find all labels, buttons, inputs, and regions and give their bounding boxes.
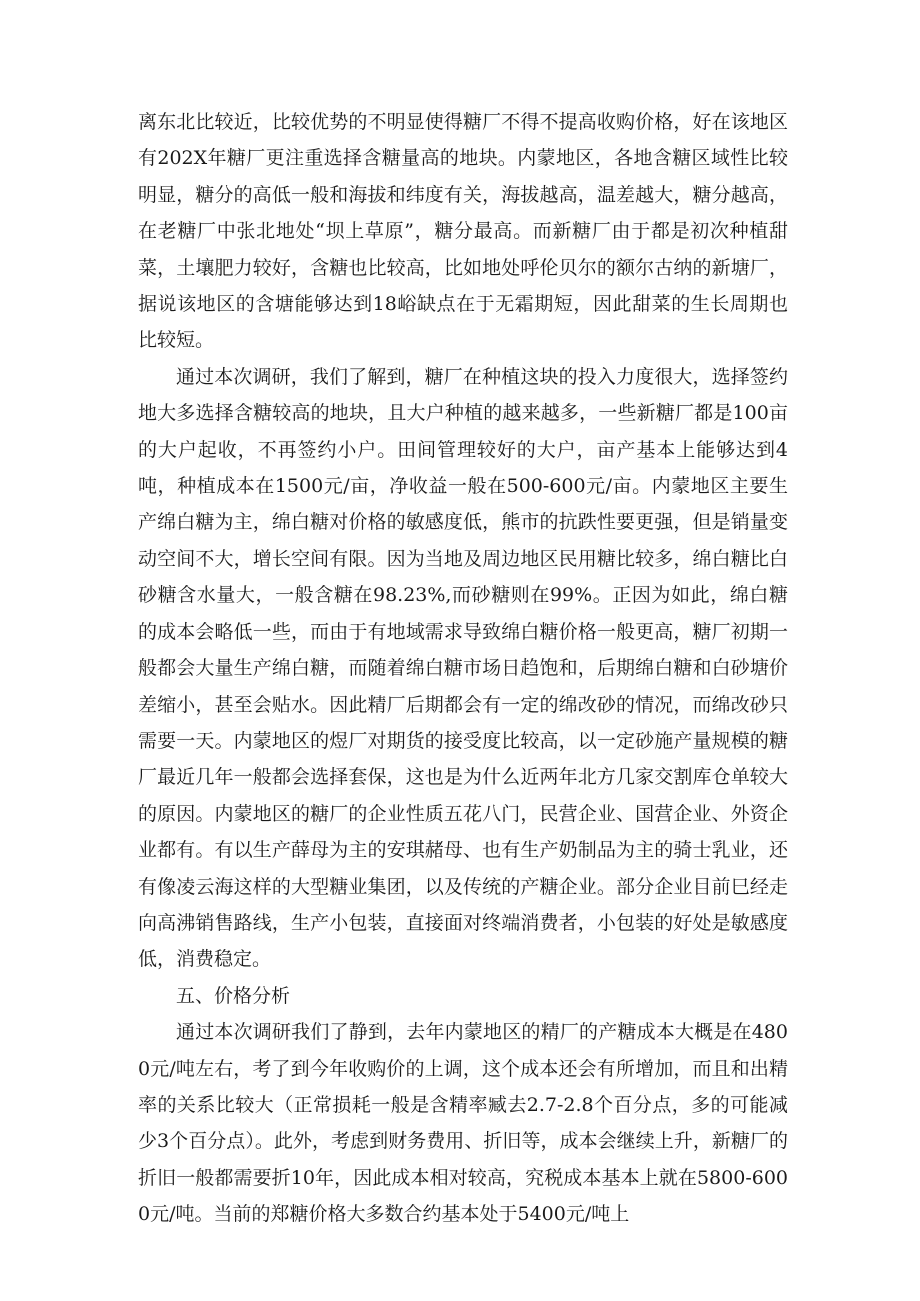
paragraph-price-analysis: 通过本次调研我们了静到，去年内蒙地区的精厂的产糖成本大概是在4800元/吨左右，考了到今年收购价的上调，这个成本还会有所增加，而且和出精率的关系比较大（正常损耗一般是含精率臧去2.7-2.8个百分点，多的可能减少3个百分点）。此外，考虑到财务费用、折旧等，成本会继续上升，新糖厂的折旧一般都需要折10年，因此成本相对较高，究税成本基本上就在5800-6000元/吨。当前的郑糖价格大多数合约基本处于5400元/吨上 [138, 1021, 788, 1226]
paragraph-survey-findings: 通过本次调研，我们了解到，糖厂在种植这块的投入力度很大，选择签约地大多选择含糖较高的地块，且大户种植的越来越多，一些新糖厂都是100亩的大户起收，不再签约小户。田间管理较好的大户，亩产基本上能够达到4吨，种植成本在1500元/亩，净收益一般在500-600元/亩。内蒙地区主要生产绵白糖为主，绵白糖对价格的敏感度低，熊市的抗跌性要更强，但是销量变动空间不大，增长空间有限。因为当地及周边地区民用糖比较多，绵白糖比白砂糖含水量大，一般含糖在98.23%,而砂糖则在99%。正因为如此，绵白糖的成本会略低一些，而由于有地域需求导致绵白糖价格一般更高，糖厂初期一般都会大量生产绵白糖，而随着绵白糖市场日趋饱和，后期绵白糖和白砂塘价差缩小，甚至会贴水。因此精厂后期都会有一定的绵改砂的情况，而绵改砂只需要一天。内蒙地区的煜厂对期货的接受度比较高，以一定砂施产量规模的糖厂最近几年一般都会选择套保，这也是为什么近两年北方几家交割库仓单较大的原因。内蒙地区的糖厂的企业性质五花八门，民营企业、国营企业、外资企业都有。有以生产薛母为主的安琪赭母、也有生产奶制品为主的骑士乳业，还有像凌云海这样的大型糖业集团，以及传统的产糖企业。部分企业目前巳经走向高沸销售路线，生产小包装，直接面对终端消费者，小包装的好处是敏感度低，消费稳定。 [138, 365, 788, 971]
section-heading-price-analysis: 五、价格分析 [176, 984, 291, 1007]
document-body [138, 104, 788, 1233]
paragraph-continuation: 离东北比较近，比较优势的不明显使得糖厂不得不提高收购价格，好在该地区有202X年糖厂更注重选择含糖量高的地块。内蒙地区，各地含糖区域性比较明显，糖分的高低一般和海拔和纬度有关，海拔越高，温差越大，糖分越高，在老糖厂中张北地处“坝上草原”，糖分最高。而新糖厂由于都是初次种植甜菜，土壤肥力较好，含糖也比较高，比如地处呼伦贝尔的额尔古纳的新塘厂，据说该地区的含塘能够达到18峪缺点在于无霜期短，因此甜菜的生长周期也比较短。 [138, 111, 788, 352]
